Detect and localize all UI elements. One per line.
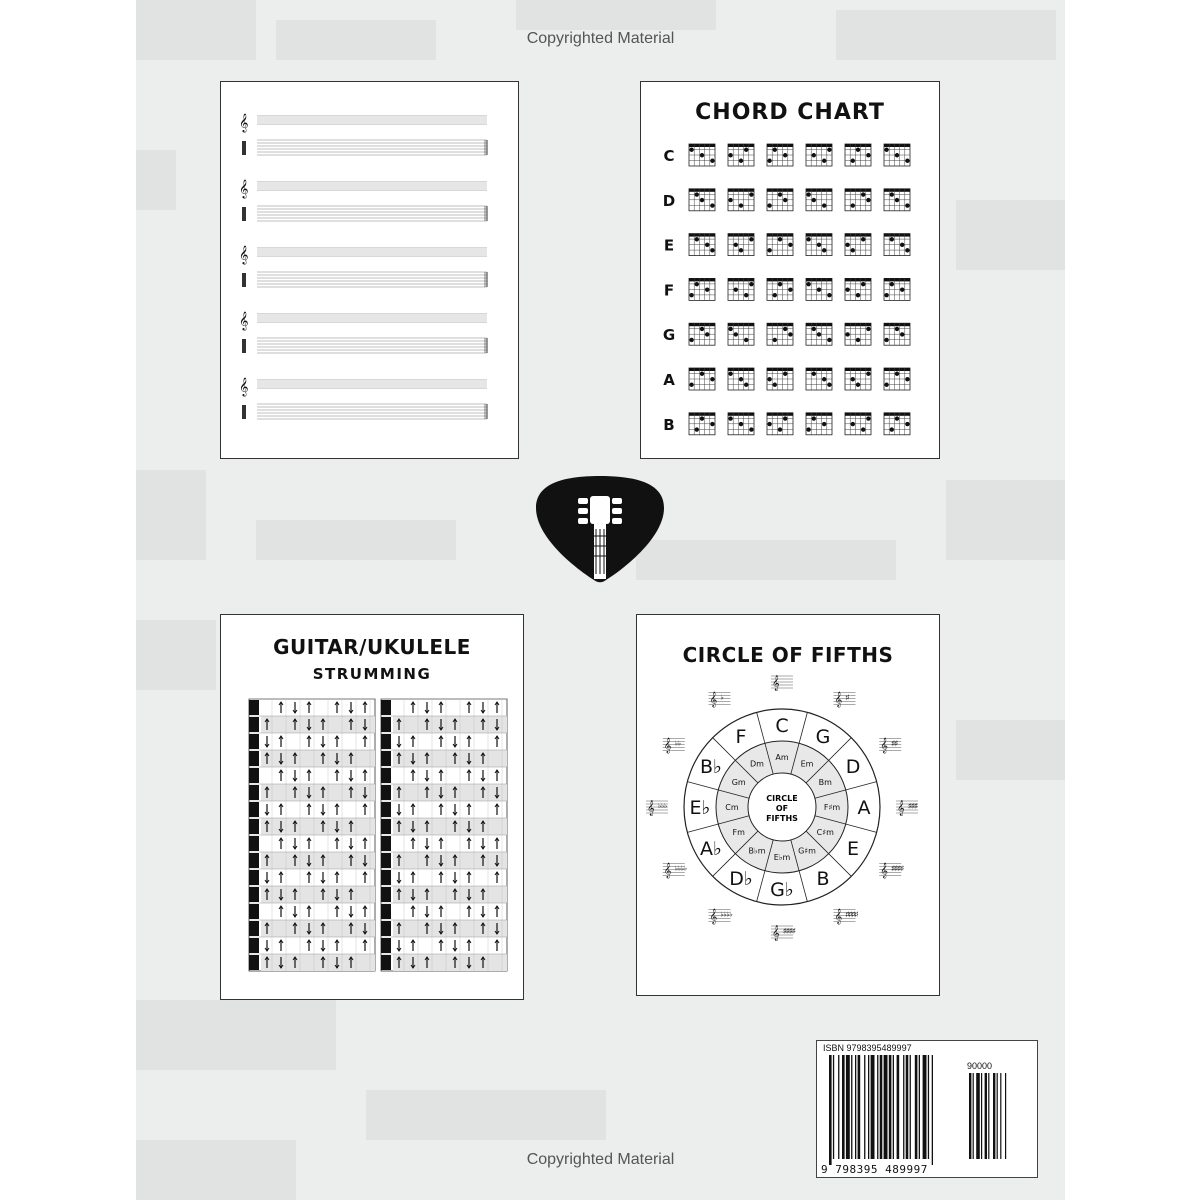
tab-clef-icon (242, 405, 246, 419)
isbn-label: ISBN 9798395489997 (823, 1043, 912, 1053)
chord-diagram (884, 413, 910, 435)
chord-row-label: G (662, 326, 676, 345)
chord-row-label: D (662, 191, 676, 210)
major-key-label: A (857, 797, 871, 819)
strumming-patterns (221, 615, 525, 1001)
chord-diagram (728, 278, 754, 300)
chord-diagram (845, 234, 871, 256)
chord-diagram (689, 323, 715, 345)
major-key-label: B (816, 868, 830, 891)
chord-diagram (845, 368, 871, 390)
isbn-digits: 9 798395 489997 (821, 1163, 928, 1176)
chord-row-label: B (663, 415, 675, 434)
chord-diagram (884, 189, 910, 211)
major-key-label: E♭ (689, 797, 711, 819)
chord-row-label: A (663, 371, 675, 389)
price-code: 90000 (967, 1061, 993, 1071)
chord-diagram (806, 189, 832, 211)
strumming-title: GUITAR/UKULELE (273, 635, 471, 659)
minor-key-label: C♯m (816, 828, 834, 837)
svg-text:♯: ♯ (851, 911, 855, 919)
svg-text:𝄞: 𝄞 (772, 675, 780, 690)
svg-text:𝄞: 𝄞 (834, 908, 843, 924)
key-signature (663, 738, 685, 754)
svg-text:♯: ♯ (845, 911, 849, 919)
chord-diagram (689, 189, 715, 211)
chord-diagram (689, 144, 715, 166)
guitar-pick-icon (532, 474, 668, 584)
svg-text:𝄞: 𝄞 (663, 862, 672, 878)
svg-text:♯: ♯ (792, 928, 796, 935)
svg-text:𝄞: 𝄞 (772, 925, 780, 940)
strumming-subtitle: STRUMMING (312, 665, 432, 683)
svg-text:𝄞: 𝄞 (834, 691, 843, 707)
treble-clef-icon: 𝄞 (239, 313, 249, 330)
svg-text:♯: ♯ (897, 865, 901, 873)
svg-text:𝄞: 𝄞 (880, 737, 888, 753)
chord-diagram (884, 144, 910, 166)
key-signature (709, 908, 733, 924)
svg-text:♭: ♭ (723, 911, 727, 919)
svg-text:♭: ♭ (683, 865, 688, 873)
svg-text:♭: ♭ (661, 803, 665, 810)
chord-chart-title: CHORD CHART (695, 100, 885, 125)
major-key-label: A♭ (700, 838, 722, 860)
chord-diagram (689, 278, 715, 300)
minor-key-label: B♭m (748, 846, 766, 856)
minor-key-label: Cm (725, 803, 739, 812)
svg-text:𝄞: 𝄞 (709, 908, 718, 924)
svg-text:♯: ♯ (891, 865, 895, 873)
chord-diagram (806, 144, 832, 166)
copyright-bottom: Copyrighted Material (526, 1151, 675, 1168)
minor-key-label: Am (775, 753, 789, 762)
minor-key-label: Bm (818, 778, 832, 787)
svg-text:♯: ♯ (908, 803, 912, 810)
chord-diagram (767, 368, 793, 390)
strumming-grid (381, 699, 507, 971)
chord-diagram (806, 323, 832, 345)
svg-text:♭: ♭ (720, 911, 724, 919)
tab-staves (221, 82, 520, 460)
chord-diagram (845, 189, 871, 211)
svg-text:𝄞: 𝄞 (880, 862, 888, 878)
tab-staff (239, 114, 487, 155)
svg-text:♯: ♯ (894, 865, 898, 873)
key-signature (834, 692, 856, 708)
svg-text:𝄞: 𝄞 (709, 691, 718, 707)
tab-staff (239, 180, 487, 221)
svg-text:♯: ♯ (786, 928, 790, 935)
minor-key-label: E♭m (773, 853, 791, 862)
svg-text:♯: ♯ (854, 911, 858, 919)
chord-diagram (728, 189, 754, 211)
major-key-label: B♭ (699, 756, 722, 778)
chord-diagram (806, 368, 832, 390)
key-signature (709, 692, 731, 708)
chord-diagram (884, 368, 910, 390)
minor-key-label: Fm (732, 828, 745, 837)
chord-diagram (767, 278, 793, 300)
minor-key-label: F♯m (823, 803, 841, 812)
chord-diagram (767, 189, 793, 211)
svg-text:𝄞: 𝄞 (663, 737, 672, 753)
svg-text:♯: ♯ (900, 865, 904, 873)
key-signature (879, 738, 901, 754)
chord-diagram (806, 278, 832, 300)
tab-staff (239, 378, 487, 419)
strumming-panel (220, 614, 524, 1000)
chord-diagram (884, 323, 910, 345)
chord-diagram (767, 144, 793, 166)
major-key-label: E (847, 838, 860, 860)
chord-diagram (689, 413, 715, 435)
tab-clef-icon (242, 273, 246, 287)
svg-text:♯: ♯ (911, 803, 915, 810)
circle-of-fifths-diagram (637, 615, 941, 997)
chord-row-label: C (663, 147, 675, 165)
chord-diagram (728, 144, 754, 166)
svg-text:♭: ♭ (720, 694, 724, 702)
center-label-circle: CIRCLE (766, 794, 798, 803)
minor-key-label: Gm (731, 778, 746, 787)
key-signature (663, 863, 687, 879)
chord-diagram (689, 234, 715, 256)
center-label-of: OF (775, 804, 789, 813)
svg-text:♭: ♭ (664, 803, 668, 810)
chord-row-label: F (663, 281, 675, 300)
svg-text:♯: ♯ (914, 803, 918, 810)
key-signature (646, 800, 668, 816)
svg-text:♯: ♯ (848, 911, 852, 919)
treble-clef-icon: 𝄞 (239, 115, 249, 132)
copyright-top: Copyrighted Material (526, 30, 675, 47)
tab-clef-icon (242, 339, 246, 353)
treble-clef-icon: 𝄞 (239, 247, 249, 264)
svg-text:𝄞: 𝄞 (647, 800, 655, 815)
treble-clef-icon: 𝄞 (239, 379, 249, 396)
key-signature (834, 908, 859, 924)
tab-staff (239, 246, 487, 287)
chord-diagram (728, 368, 754, 390)
tab-clef-icon (242, 207, 246, 221)
svg-text:♭: ♭ (726, 911, 730, 919)
svg-text:♭: ♭ (658, 803, 662, 810)
chord-diagram (689, 368, 715, 390)
circle-of-fifths-panel (636, 614, 940, 996)
chord-diagram (728, 413, 754, 435)
strumming-grid (249, 699, 375, 971)
major-key-label: C (775, 715, 789, 737)
major-key-label: G (815, 725, 831, 748)
chord-diagram (845, 278, 871, 300)
center-label-fifths: FIFTHS (766, 814, 798, 823)
svg-text:♭: ♭ (677, 740, 682, 748)
chord-diagram (767, 323, 793, 345)
chord-diagram (845, 413, 871, 435)
major-key-label: G♭ (770, 879, 794, 901)
svg-text:♭: ♭ (674, 740, 679, 748)
minor-key-label: Dm (750, 759, 764, 769)
key-signature (896, 800, 918, 816)
svg-text:♯: ♯ (783, 928, 787, 935)
svg-text:♯: ♯ (845, 694, 849, 702)
chord-diagram (884, 234, 910, 256)
svg-text:♯: ♯ (894, 740, 898, 748)
chord-diagram (806, 413, 832, 435)
minor-key-label: Em (800, 759, 814, 769)
key-signature (771, 675, 793, 691)
circle-of-fifths-title: CIRCLE OF FIFTHS (682, 643, 894, 667)
major-key-label: D♭ (729, 868, 753, 891)
svg-text:♭: ♭ (729, 911, 733, 919)
chord-chart-panel (640, 81, 940, 459)
chord-diagram (728, 323, 754, 345)
svg-text:♭: ♭ (677, 865, 682, 873)
major-key-label: F (735, 725, 747, 748)
svg-text:♭: ♭ (674, 865, 679, 873)
minor-key-label: G♯m (798, 846, 816, 856)
chord-diagram (728, 234, 754, 256)
svg-text:𝄞: 𝄞 (897, 800, 905, 815)
key-signature (879, 863, 904, 879)
chord-diagram (845, 144, 871, 166)
chord-diagram (767, 413, 793, 435)
chord-diagram (884, 278, 910, 300)
tab-staff (239, 312, 487, 353)
chord-diagrams (641, 82, 941, 460)
tab-sheet-panel (220, 81, 519, 459)
tab-clef-icon (242, 141, 246, 155)
back-cover (136, 0, 1065, 1200)
svg-text:♯: ♯ (891, 740, 895, 748)
chord-diagram (845, 323, 871, 345)
chord-diagram (767, 234, 793, 256)
svg-text:♯: ♯ (789, 928, 793, 935)
chord-diagram (806, 234, 832, 256)
key-signature (771, 925, 796, 941)
chord-row-label: E (663, 236, 675, 255)
major-key-label: D (845, 756, 861, 778)
treble-clef-icon: 𝄞 (239, 181, 249, 198)
svg-text:♭: ♭ (680, 865, 685, 873)
